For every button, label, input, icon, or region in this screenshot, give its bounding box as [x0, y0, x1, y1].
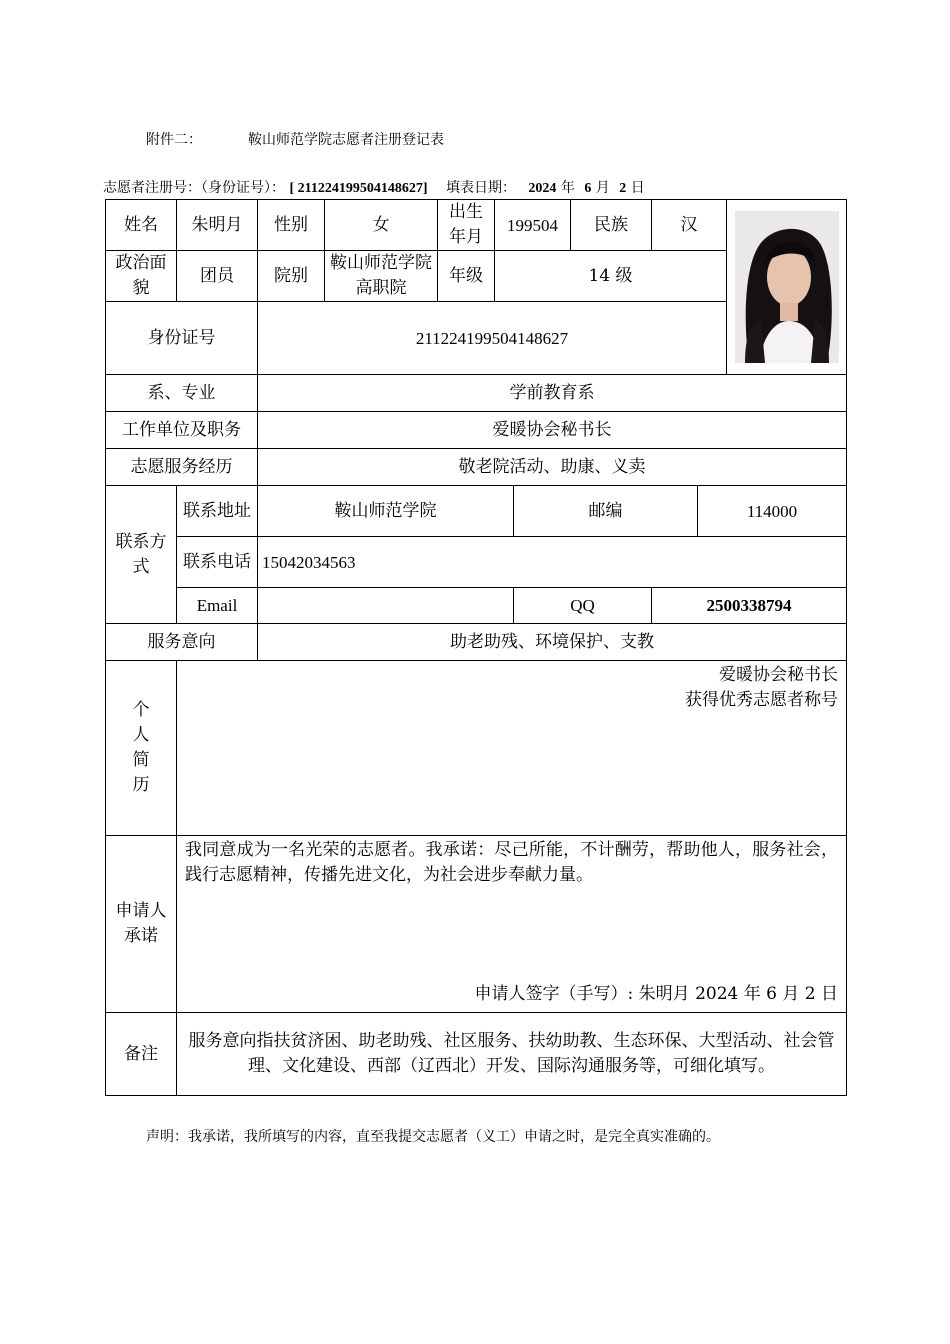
applicant-photo — [735, 211, 839, 363]
political-value: 团员 — [177, 251, 258, 302]
pledge-label: 申请人承诺 — [106, 836, 177, 1013]
gender-value: 女 — [325, 200, 438, 251]
photo-cell — [727, 200, 847, 375]
postcode-label: 邮编 — [514, 486, 698, 537]
registration-form — [105, 199, 847, 1096]
address-label: 联系地址 — [177, 486, 258, 537]
statement: 声明：我承诺，我所填写的内容，直至我提交志愿者（义工）申请之时，是完全真实准确的。 — [146, 1129, 720, 1145]
major-label: 系、专业 — [106, 375, 258, 412]
birth-value: 199504 — [495, 200, 571, 251]
name-value: 朱明月 — [177, 200, 258, 251]
idcard-label: 身份证号 — [106, 302, 258, 375]
college-label: 院别 — [258, 251, 325, 302]
registration-id: [ 211224199504148627] — [289, 181, 428, 196]
name-label: 姓名 — [106, 200, 177, 251]
email-label: Email — [177, 588, 258, 624]
intent-label: 服务意向 — [106, 624, 258, 661]
idcard-value: 211224199504148627 — [258, 302, 727, 375]
date-month: 6 — [584, 181, 592, 196]
qq-value: 2500338794 — [652, 588, 847, 624]
gender-label: 性别 — [258, 200, 325, 251]
intent-value: 助老助残、环境保护、支教 — [258, 624, 847, 661]
address-value: 鞍山师范学院 — [258, 486, 514, 537]
form-title: 鞍山师范学院志愿者注册登记表 — [248, 132, 444, 148]
date-day-unit: 日 — [630, 180, 645, 196]
resume-content — [177, 661, 847, 836]
remark-text: 服务意向指扶贫济困、助老助残、社区服务、扶幼助教、生态环保、大型活动、社会管理、文化建设、西部（辽西北）开发、国际沟通服务等，可细化填写。 — [177, 1013, 847, 1096]
major-value: 学前教育系 — [258, 375, 847, 412]
date-day: 2 — [619, 181, 627, 196]
grade-value: 14 级 — [495, 251, 727, 302]
phone-label: 联系电话 — [177, 537, 258, 588]
email-value — [258, 588, 514, 624]
date-year: 2024 — [528, 181, 557, 196]
contact-label: 联系方式 — [106, 486, 177, 624]
registration-line — [103, 177, 645, 197]
date-month-unit: 月 — [595, 180, 610, 196]
service-history-value: 敬老院活动、助康、义卖 — [258, 449, 847, 486]
resume-line-2: 获得优秀志愿者称号 — [685, 690, 838, 710]
remark-label: 备注 — [106, 1013, 177, 1096]
work-value: 爱暖协会秘书长 — [258, 412, 847, 449]
pledge-text: 我同意成为一名光荣的志愿者。我承诺：尽己所能，不计酬劳，帮助他人，服务社会，践行志愿精神，传播先进文化，为社会进步奉献力量。 — [185, 840, 838, 885]
political-label: 政治面貌 — [106, 251, 177, 302]
college-value: 鞍山师范学院高职院 — [325, 251, 438, 302]
signature-line: 申请人签字（手写）: 朱明月 2024 年 6 月 2 日 — [474, 984, 838, 1004]
ethnicity-label: 民族 — [571, 200, 652, 251]
qq-label: QQ — [514, 588, 652, 624]
grade-label: 年级 — [438, 251, 495, 302]
resume-label: 个人简历 — [106, 661, 177, 836]
date-year-unit: 年 — [560, 180, 575, 196]
date-label: 填表日期： — [445, 180, 516, 196]
registration-label: 志愿者注册号：（身份证号）： — [103, 180, 285, 196]
pledge-content — [177, 836, 847, 1013]
service-history-label: 志愿服务经历 — [106, 449, 258, 486]
ethnicity-value: 汉 — [652, 200, 727, 251]
birth-label: 出生年月 — [438, 200, 495, 251]
postcode-value: 114000 — [698, 486, 847, 537]
resume-line-1: 爱暖协会秘书长 — [719, 665, 838, 685]
work-label: 工作单位及职务 — [106, 412, 258, 449]
attachment-label: 附件二： — [146, 132, 202, 148]
phone-value: 15042034563 — [258, 537, 847, 588]
